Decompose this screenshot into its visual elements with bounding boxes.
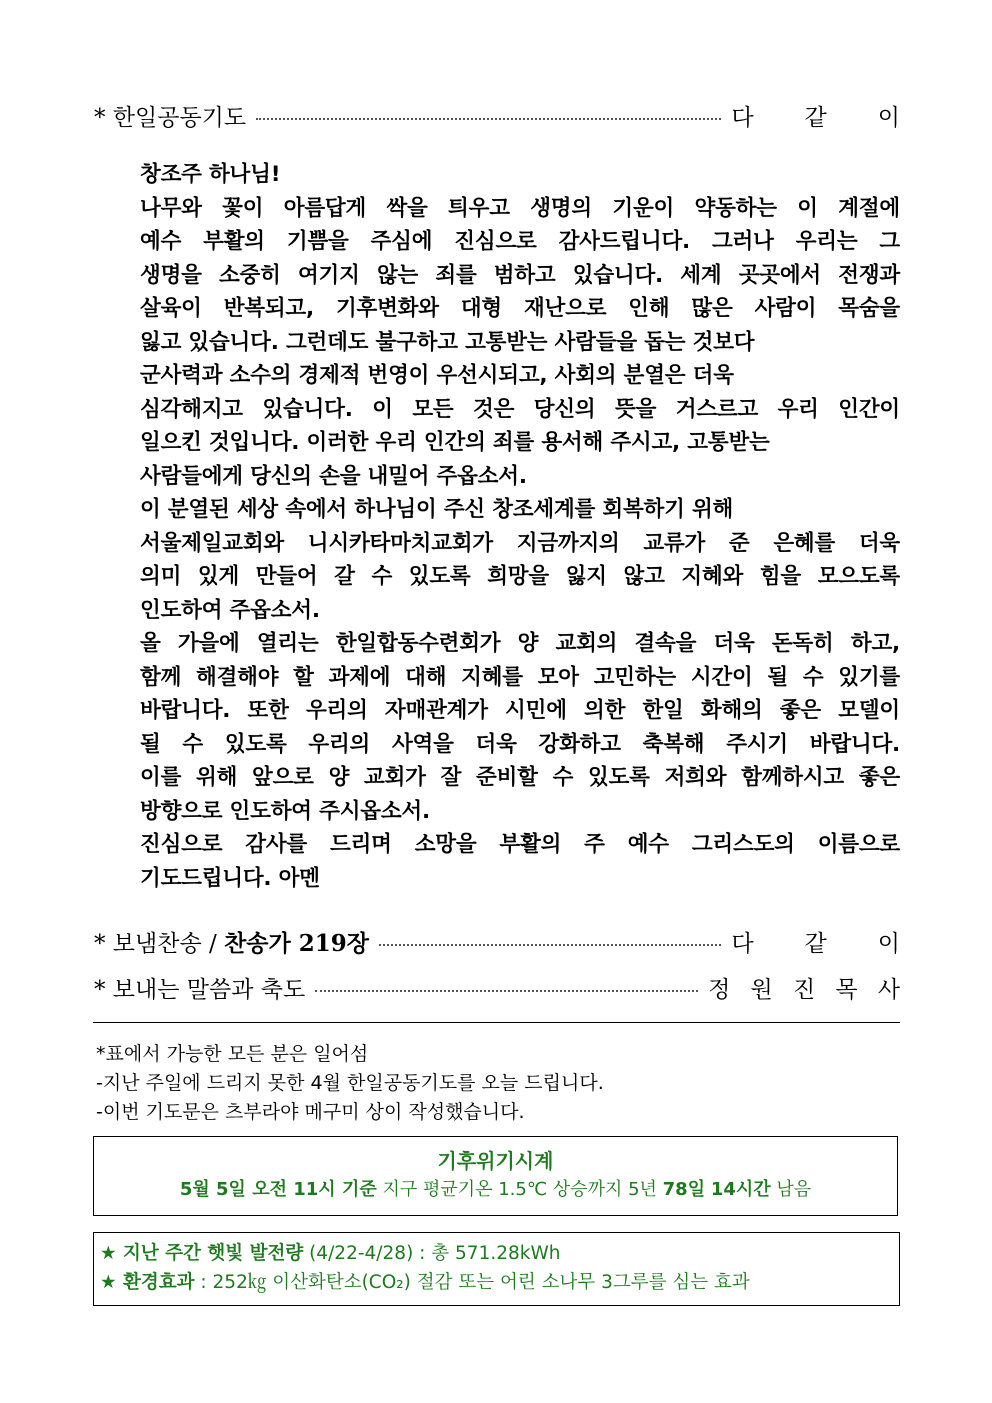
solar-value: : 252㎏ 이산화탄소(CO₂) 절감 또는 어린 소나무 3그루를 심는 효과 <box>194 1272 750 1293</box>
prayer-line: 사람들에게 당신의 손을 내밀어 주옵소서. <box>140 463 527 489</box>
prayer-line: 인도하여 주옵소서. <box>140 597 320 623</box>
prayer-line: 군사력과 소수의 경제적 번영이 우선시되고, 사회의 분열은 더욱 <box>140 363 734 388</box>
prayer-line: 창조주 하나님! <box>140 162 281 187</box>
prayer-line: 예수 부활의 기쁨을 주심에 진심으로 감사드립니다. 그러나 우리는 그 <box>140 229 900 254</box>
order-item-label <box>94 925 369 958</box>
prayer-line: 이 분열된 세상 속에서 하나님이 주신 창조세계를 회복하기 위해 <box>140 497 734 522</box>
prayer-line: 의미 있게 만들어 갈 수 있도록 희망을 잃지 않고 지혜와 힘을 모으도록 <box>140 564 900 589</box>
order-item-label-text: * 보냄찬송 / <box>94 930 225 957</box>
note-line: -이번 기도문은 츠부라야 메구미 상이 작성했습니다. <box>96 1101 525 1123</box>
climate-clock-title: 기후위기시계 <box>437 1149 554 1173</box>
order-item-leader: 정 원 진 목 사 <box>708 976 907 1003</box>
divider <box>93 1022 900 1023</box>
solar-label: 환경효과 <box>116 1272 195 1293</box>
order-item-label: * 한일공동기도 <box>94 104 247 131</box>
prayer-line: 될 수 있도록 우리의 사역을 더욱 강화하고 축복해 주시기 바랍니다. <box>140 731 900 757</box>
climate-clock-box <box>93 1136 898 1216</box>
climate-years: 5년 <box>628 1179 657 1200</box>
notes <box>96 1040 896 1127</box>
prayer-line: 함께 해결해야 할 과제에 대해 지혜를 모아 고민하는 시간이 될 수 있기를 <box>140 664 900 690</box>
prayer-line: 일으킨 것입니다. 이러한 우리 인간의 죄를 용서해 주시고, 고통받는 <box>140 430 770 455</box>
prayer-line: 나무와 꽃이 아름답게 싹을 틔우고 생명의 기운이 약동하는 이 계절에 <box>140 195 900 221</box>
climate-text: 지구 평균기온 1.5℃ 상승까지 <box>376 1179 629 1200</box>
prayer-line: 방향으로 인도하여 주시옵소서. <box>140 798 430 824</box>
prayer-line: 올 가을에 열리는 한일합동수련회가 양 교회의 결속을 더욱 돈독히 하고, <box>140 631 900 656</box>
solar-power-box <box>93 1232 900 1306</box>
hymn-number: 찬송가 219장 <box>224 929 369 957</box>
note-line: -지난 주일에 드리지 못한 4월 한일공동기도를 오늘 드립니다. <box>96 1072 604 1094</box>
prayer-line: 바랍니다. 또한 우리의 자매관계가 시민에 의한 한일 화해의 좋은 모델이 <box>140 698 900 723</box>
climate-hours: 14시간 <box>710 1179 771 1200</box>
solar-line-generation <box>100 1239 893 1268</box>
dotted-leader <box>379 944 721 946</box>
prayer-line: 서울제일교회와 니시카타마치교회가 지금까지의 교류가 준 은혜를 더욱 <box>140 530 900 556</box>
order-item-benediction <box>94 970 907 1004</box>
prayer-line: 살육이 반복되고, 기후변화와 대형 재난으로 인해 많은 사람이 목숨을 <box>140 296 900 321</box>
solar-label: 지난 주간 햇빛 발전량 <box>116 1243 304 1264</box>
climate-clock-line <box>94 1175 897 1205</box>
star-icon: ★ <box>100 1243 117 1264</box>
order-item-joint-prayer <box>94 98 922 132</box>
prayer-line: 생명을 소중히 여기지 않는 죄를 범하고 있습니다. 세계 곳곳에서 전쟁과 <box>140 262 900 288</box>
prayer-line: 이를 위해 앞으로 양 교회가 잘 준비할 수 있도록 저희와 함께하시고 좋은 <box>140 765 900 790</box>
order-item-label: * 보내는 말씀과 축도 <box>94 976 306 1003</box>
dotted-leader <box>315 990 698 992</box>
solar-value: (4/22-4/28) : 총 571.28kWh <box>303 1243 561 1264</box>
order-item-sending-hymn <box>94 924 922 958</box>
solar-line-effect <box>100 1268 893 1297</box>
star-icon: ★ <box>100 1272 117 1293</box>
dotted-leader <box>256 118 721 120</box>
climate-basis: 5월 5일 오전 11시 기준 <box>179 1179 377 1200</box>
order-item-leader: 다 같 이 <box>731 104 922 131</box>
prayer-line: 잃고 있습니다. 그런데도 불구하고 고통받는 사람들을 돕는 것보다 <box>140 329 755 355</box>
note-line: *표에서 가능한 모든 분은 일어섬 <box>96 1043 369 1065</box>
prayer-text <box>140 158 900 895</box>
prayer-line: 기도드립니다. 아멘 <box>140 865 320 891</box>
climate-days: 78일 <box>662 1179 706 1200</box>
prayer-line: 심각해지고 있습니다. 이 모든 것은 당신의 뜻을 거스르고 우리 인간이 <box>140 396 900 422</box>
prayer-line: 진심으로 감사를 드리며 소망을 부활의 주 예수 그리스도의 이름으로 <box>140 832 900 857</box>
climate-remaining: 남음 <box>770 1179 812 1200</box>
order-item-leader: 다 같 이 <box>731 930 922 957</box>
